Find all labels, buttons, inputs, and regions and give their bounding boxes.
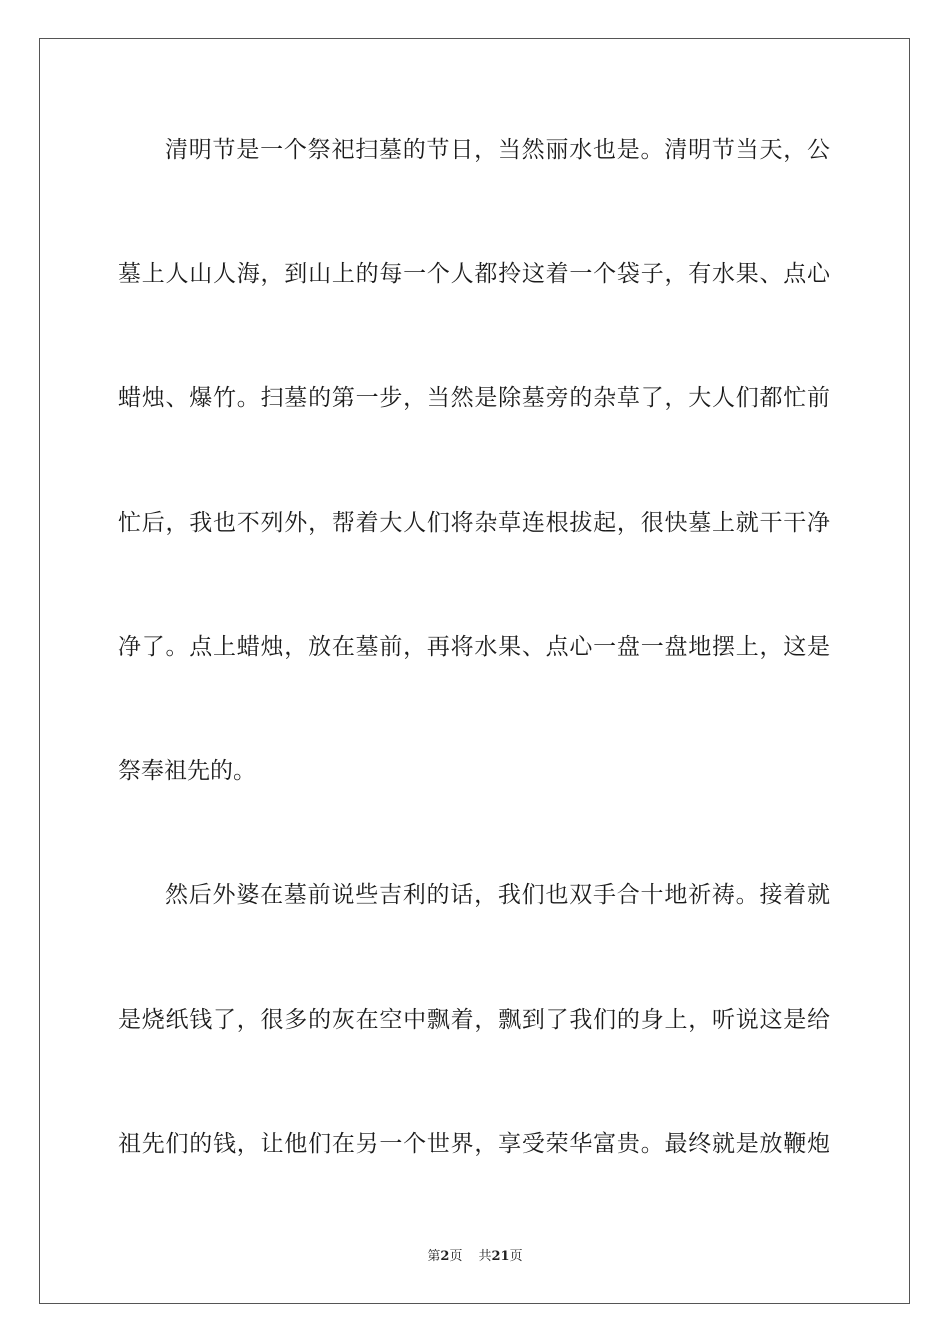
paragraph-1-line-6: 祭奉祖先的。 xyxy=(118,758,256,784)
page-number: 2 xyxy=(440,1249,450,1264)
paragraph-2-line-3: 祖先们的钱，让他们在另一个世界，享受荣华富贵。最终就是放鞭炮 xyxy=(118,1131,830,1157)
page-label-prefix: 第 xyxy=(427,1249,441,1264)
paragraph-1-line-3: 蜡烛、爆竹。扫墓的第一步，当然是除墓旁的杂草了，大人们都忙前 xyxy=(118,385,830,411)
paragraph-1-line-2: 墓上人山人海，到山上的每一个人都拎这着一个袋子，有水果、点心 xyxy=(118,261,830,287)
paragraph-1-line-1: 清明节是一个祭祀扫墓的节日，当然丽水也是。清明节当天，公 xyxy=(165,137,830,163)
page-label-suffix: 页 xyxy=(449,1249,463,1264)
paragraph-1-line-4: 忙后，我也不列外，帮着大人们将杂草连根拔起，很快墓上就干干净 xyxy=(118,510,830,536)
total-pages: 21 xyxy=(491,1249,510,1264)
paragraph-2-line-2: 是烧纸钱了，很多的灰在空中飘着，飘到了我们的身上，听说这是给 xyxy=(118,1007,830,1033)
total-label-prefix: 共 xyxy=(478,1249,492,1264)
total-label-suffix: 页 xyxy=(509,1249,523,1264)
page-footer xyxy=(0,1248,950,1266)
paragraph-1-line-5: 净了。点上蜡烛，放在墓前，再将水果、点心一盘一盘地摆上，这是 xyxy=(118,634,830,660)
paragraph-2-line-1: 然后外婆在墓前说些吉利的话，我们也双手合十地祈祷。接着就 xyxy=(165,882,830,908)
page-border xyxy=(39,38,910,1304)
